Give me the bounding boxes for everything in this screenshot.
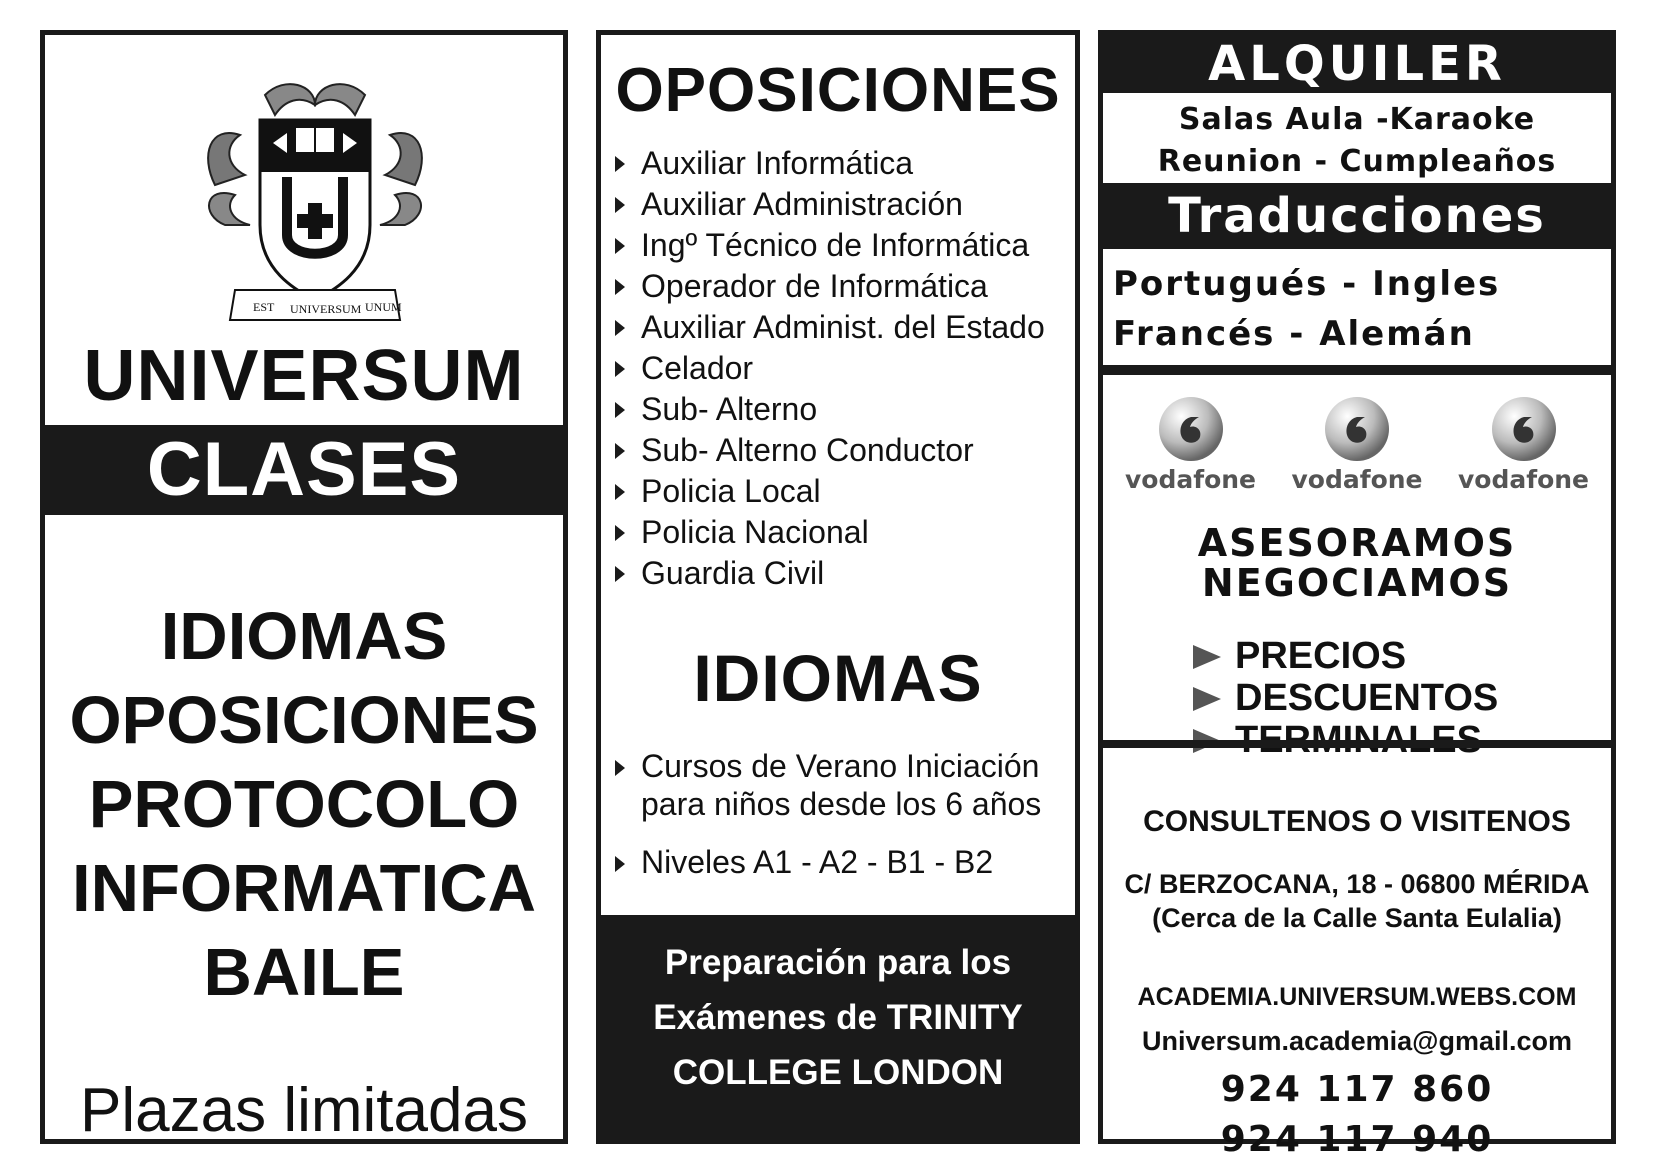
bullet-triangle-icon xyxy=(615,197,625,213)
trinity-line: Preparación para los xyxy=(664,943,1012,982)
traducciones-details xyxy=(1103,259,1611,359)
universum-crest-logo xyxy=(195,75,435,335)
address-line: C/ BERZOCANA, 18 - 06800 MÉRIDA xyxy=(1124,869,1590,899)
phone-numbers xyxy=(1103,1065,1611,1165)
services-panel xyxy=(1098,30,1616,1160)
bullet-triangle-icon xyxy=(615,760,625,776)
svg-text:UNIVERSUM: UNIVERSUM xyxy=(290,302,362,316)
list-item: Sub- Alterno Conductor xyxy=(615,430,1045,471)
vodafone-logo xyxy=(1280,395,1435,505)
traducciones-banner: Traducciones xyxy=(1103,183,1611,249)
oposiciones-heading: OPOSICIONES xyxy=(615,56,1061,125)
svg-text:EST: EST xyxy=(253,300,275,314)
list-item: Niveles A1 - A2 - B1 - B2 xyxy=(615,843,1061,881)
phone-number[interactable]: 924 117 940 xyxy=(1220,1119,1494,1160)
bullet-triangle-icon xyxy=(615,402,625,418)
vodafone-logo xyxy=(1446,395,1601,505)
brand-title: UNIVERSUM xyxy=(83,336,525,416)
bullet-triangle-icon xyxy=(615,238,625,254)
list-item: Cursos de Verano Iniciación para niños desde los 6 años xyxy=(615,747,1061,823)
section-divider xyxy=(1103,740,1611,748)
perk-item: DESCUENTOS xyxy=(1193,677,1498,719)
vodafone-label: vodafone xyxy=(1124,465,1257,494)
idiomas-list xyxy=(615,747,1061,901)
address xyxy=(1103,867,1611,935)
arrow-right-icon xyxy=(1193,645,1221,669)
clases-banner: CLASES xyxy=(45,425,563,515)
list-item: Auxiliar Administ. del Estado xyxy=(615,307,1045,348)
website-link[interactable]: ACADEMIA.UNIVERSUM.WEBS.COM xyxy=(1137,983,1577,1011)
contact-heading: CONSULTENOS O VISITENOS xyxy=(1143,805,1571,838)
vodafone-icon xyxy=(1323,395,1391,463)
svg-text:UNUM: UNUM xyxy=(365,300,402,314)
bullet-triangle-icon xyxy=(615,279,625,295)
alquiler-line: Salas Aula -Karaoke xyxy=(1178,102,1536,137)
advisory-line: ASESORAMOS xyxy=(1197,521,1517,565)
list-item: Policia Local xyxy=(615,471,1045,512)
bullet-triangle-icon xyxy=(615,361,625,377)
phone-number[interactable]: 924 117 860 xyxy=(1220,1069,1494,1110)
list-item: Ingº Técnico de Informática xyxy=(615,225,1045,266)
language-line: Portugués - Ingles xyxy=(1113,264,1501,304)
universum-panel xyxy=(40,30,568,1144)
advisory-line: NEGOCIAMOS xyxy=(1201,561,1513,605)
list-item: Guardia Civil xyxy=(615,553,1045,594)
oposiciones-panel xyxy=(596,30,1080,1144)
trinity-line: Exámenes de TRINITY xyxy=(653,998,1023,1037)
idiomas-heading: IDIOMAS xyxy=(693,641,983,715)
list-item: Auxiliar Administración xyxy=(615,184,1045,225)
vodafone-logo-row xyxy=(1113,395,1601,505)
language-line: Francés - Alemán xyxy=(1113,314,1475,354)
vodafone-icon xyxy=(1157,395,1225,463)
bullet-triangle-icon xyxy=(615,484,625,500)
crest-icon xyxy=(195,75,435,335)
list-item: Celador xyxy=(615,348,1045,389)
perk-item: PRECIOS xyxy=(1193,635,1498,677)
list-item: Sub- Alterno xyxy=(615,389,1045,430)
alquiler-details xyxy=(1103,99,1611,183)
vodafone-icon xyxy=(1490,395,1558,463)
bullet-triangle-icon xyxy=(615,525,625,541)
alquiler-line: Reunion - Cumpleaños xyxy=(1157,144,1557,179)
limited-places-note: Plazas limitadas xyxy=(80,1076,528,1145)
contact-block xyxy=(1103,805,1611,1165)
email-link[interactable]: Universum.academia@gmail.com xyxy=(1142,1026,1572,1056)
subject-item: INFORMATICA xyxy=(72,851,536,926)
bullet-triangle-icon xyxy=(615,443,625,459)
oposiciones-list xyxy=(615,143,1045,594)
vodafone-label: vodafone xyxy=(1457,465,1590,494)
trinity-banner xyxy=(601,915,1075,1139)
bullet-triangle-icon xyxy=(615,156,625,172)
section-divider xyxy=(1103,365,1611,375)
subject-item: OPOSICIONES xyxy=(69,683,539,758)
list-item: Auxiliar Informática xyxy=(615,143,1045,184)
subject-item: BAILE xyxy=(203,935,405,1010)
subject-item: IDIOMAS xyxy=(160,599,448,674)
bullet-triangle-icon xyxy=(615,320,625,336)
subject-list xyxy=(45,595,563,1015)
arrow-right-icon xyxy=(1193,687,1221,711)
alquiler-banner: ALQUILER xyxy=(1103,35,1611,93)
vodafone-logo xyxy=(1113,395,1268,505)
vodafone-label: vodafone xyxy=(1291,465,1423,494)
advisory-heading xyxy=(1103,523,1611,603)
subject-item: PROTOCOLO xyxy=(88,767,520,842)
list-item: Policia Nacional xyxy=(615,512,1045,553)
address-line: (Cerca de la Calle Santa Eulalia) xyxy=(1152,903,1562,933)
list-item: Operador de Informática xyxy=(615,266,1045,307)
trinity-line: COLLEGE LONDON xyxy=(672,1053,1004,1092)
bullet-triangle-icon xyxy=(615,566,625,582)
bullet-triangle-icon xyxy=(615,856,625,872)
